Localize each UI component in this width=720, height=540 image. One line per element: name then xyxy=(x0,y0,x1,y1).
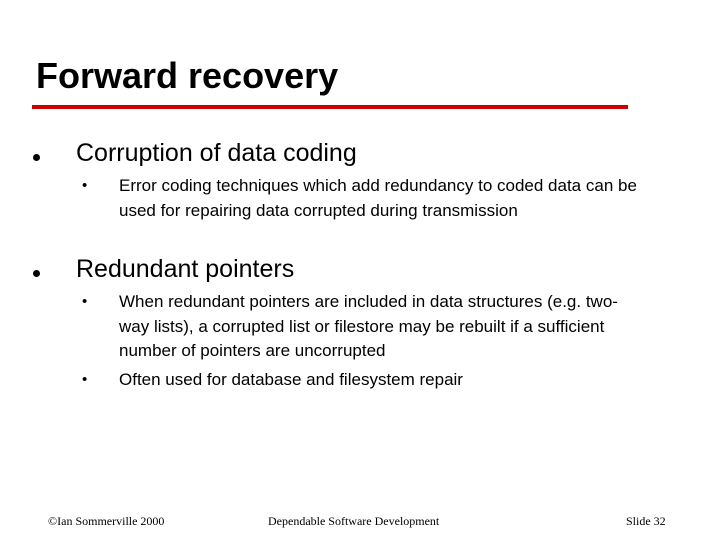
sub-bullet-dot-icon: • xyxy=(82,293,88,310)
slide-title: Forward recovery xyxy=(36,55,339,96)
bullet-level2: When redundant pointers are included in data structures (e.g. two-way lists), a corrupted list or filestore may be rebuilt if a sufficient number of pointers are uncorrupted xyxy=(119,292,618,360)
bullet-level2: Often used for database and filesystem repair xyxy=(119,370,463,389)
bullet-dot-icon xyxy=(33,154,40,161)
bullet-level1: Redundant pointers xyxy=(76,255,295,283)
sub-bullet-dot-icon: • xyxy=(82,371,88,388)
bullet-dot-icon xyxy=(33,270,40,277)
bullet-level1: Corruption of data coding xyxy=(76,139,357,167)
sub-bullet-dot-icon: • xyxy=(82,177,88,194)
title-underline xyxy=(32,105,628,109)
bullet-level2: Error coding techniques which add redundancy to coded data can be used for repairing data corrupted during transmission xyxy=(119,176,637,220)
footer-copyright: ©Ian Sommerville 2000 xyxy=(48,514,165,528)
footer-slide-number: Slide 32 xyxy=(626,514,666,528)
footer-course-title: Dependable Software Development xyxy=(268,514,440,528)
